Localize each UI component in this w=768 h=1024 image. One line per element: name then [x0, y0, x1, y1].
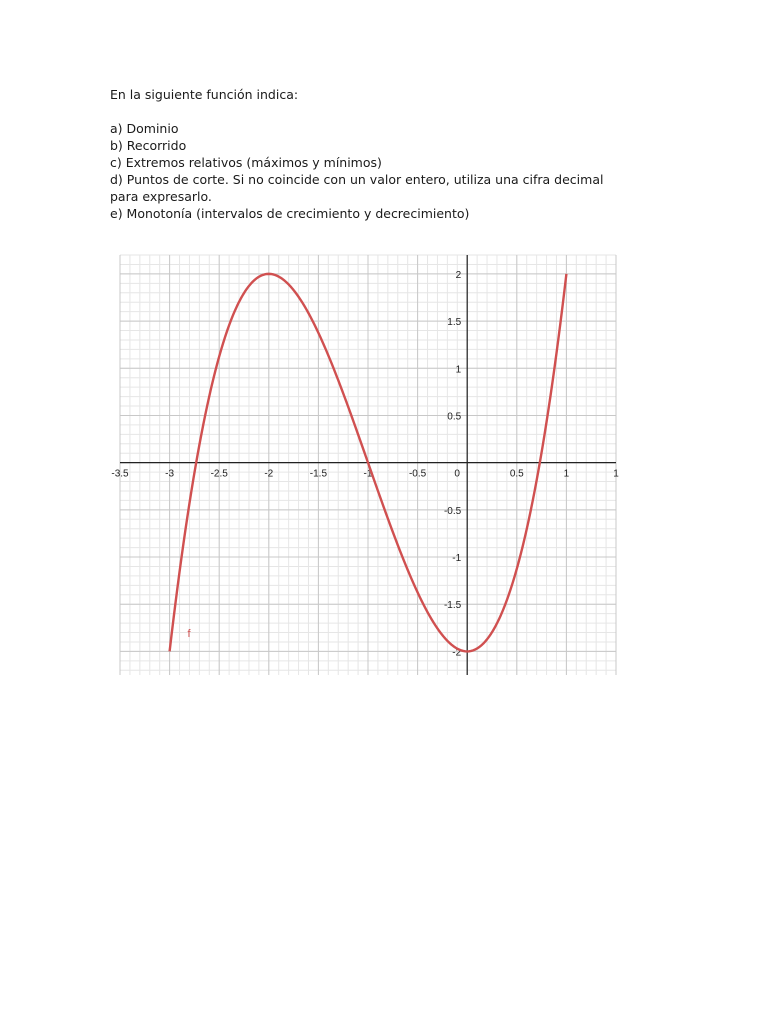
y-tick-label: -1.5	[443, 600, 462, 612]
x-tick-label: 1	[563, 468, 570, 480]
x-tick-label: 1	[613, 468, 619, 480]
x-tick-label: -2	[264, 468, 274, 480]
y-tick-label: -1	[452, 553, 462, 565]
y-tick-label: 1.5	[447, 317, 462, 329]
x-tick-label: -2.5	[210, 468, 228, 480]
exercise-text	[110, 86, 630, 222]
item-dominio: a) Dominio	[110, 121, 179, 136]
x-tick-label: -3	[165, 468, 175, 480]
item-extremos: c) Extremos relativos (máximos y mínimos)	[110, 155, 382, 170]
y-tick-label: 2	[455, 269, 462, 281]
y-tick-label: 1	[455, 364, 462, 376]
item-monotonia: e) Monotonía (intervalos de crecimiento y decrecimiento)	[110, 206, 470, 221]
curve-label: f	[187, 628, 191, 641]
x-tick-label: 0.5	[509, 468, 524, 480]
y-tick-label: -2	[452, 647, 462, 659]
x-tick-label: -0.5	[408, 468, 427, 480]
x-tick-label: -3.5	[111, 468, 129, 480]
graph-svg	[111, 255, 619, 675]
exercise-intro: En la siguiente función indica:	[110, 87, 299, 102]
item-puntos-de-corte: d) Puntos de corte. Si no coincide con un valor entero, utiliza una cifra decimal para expresarlo.	[110, 172, 604, 204]
x-tick-label: -1	[363, 468, 373, 480]
function-graph	[111, 255, 619, 675]
y-tick-label: -0.5	[443, 505, 462, 517]
x-tick-label: -1.5	[309, 468, 328, 480]
y-tick-label: 0.5	[447, 411, 462, 423]
x-tick-label: 0	[454, 468, 460, 480]
item-recorrido: b) Recorrido	[110, 138, 187, 153]
